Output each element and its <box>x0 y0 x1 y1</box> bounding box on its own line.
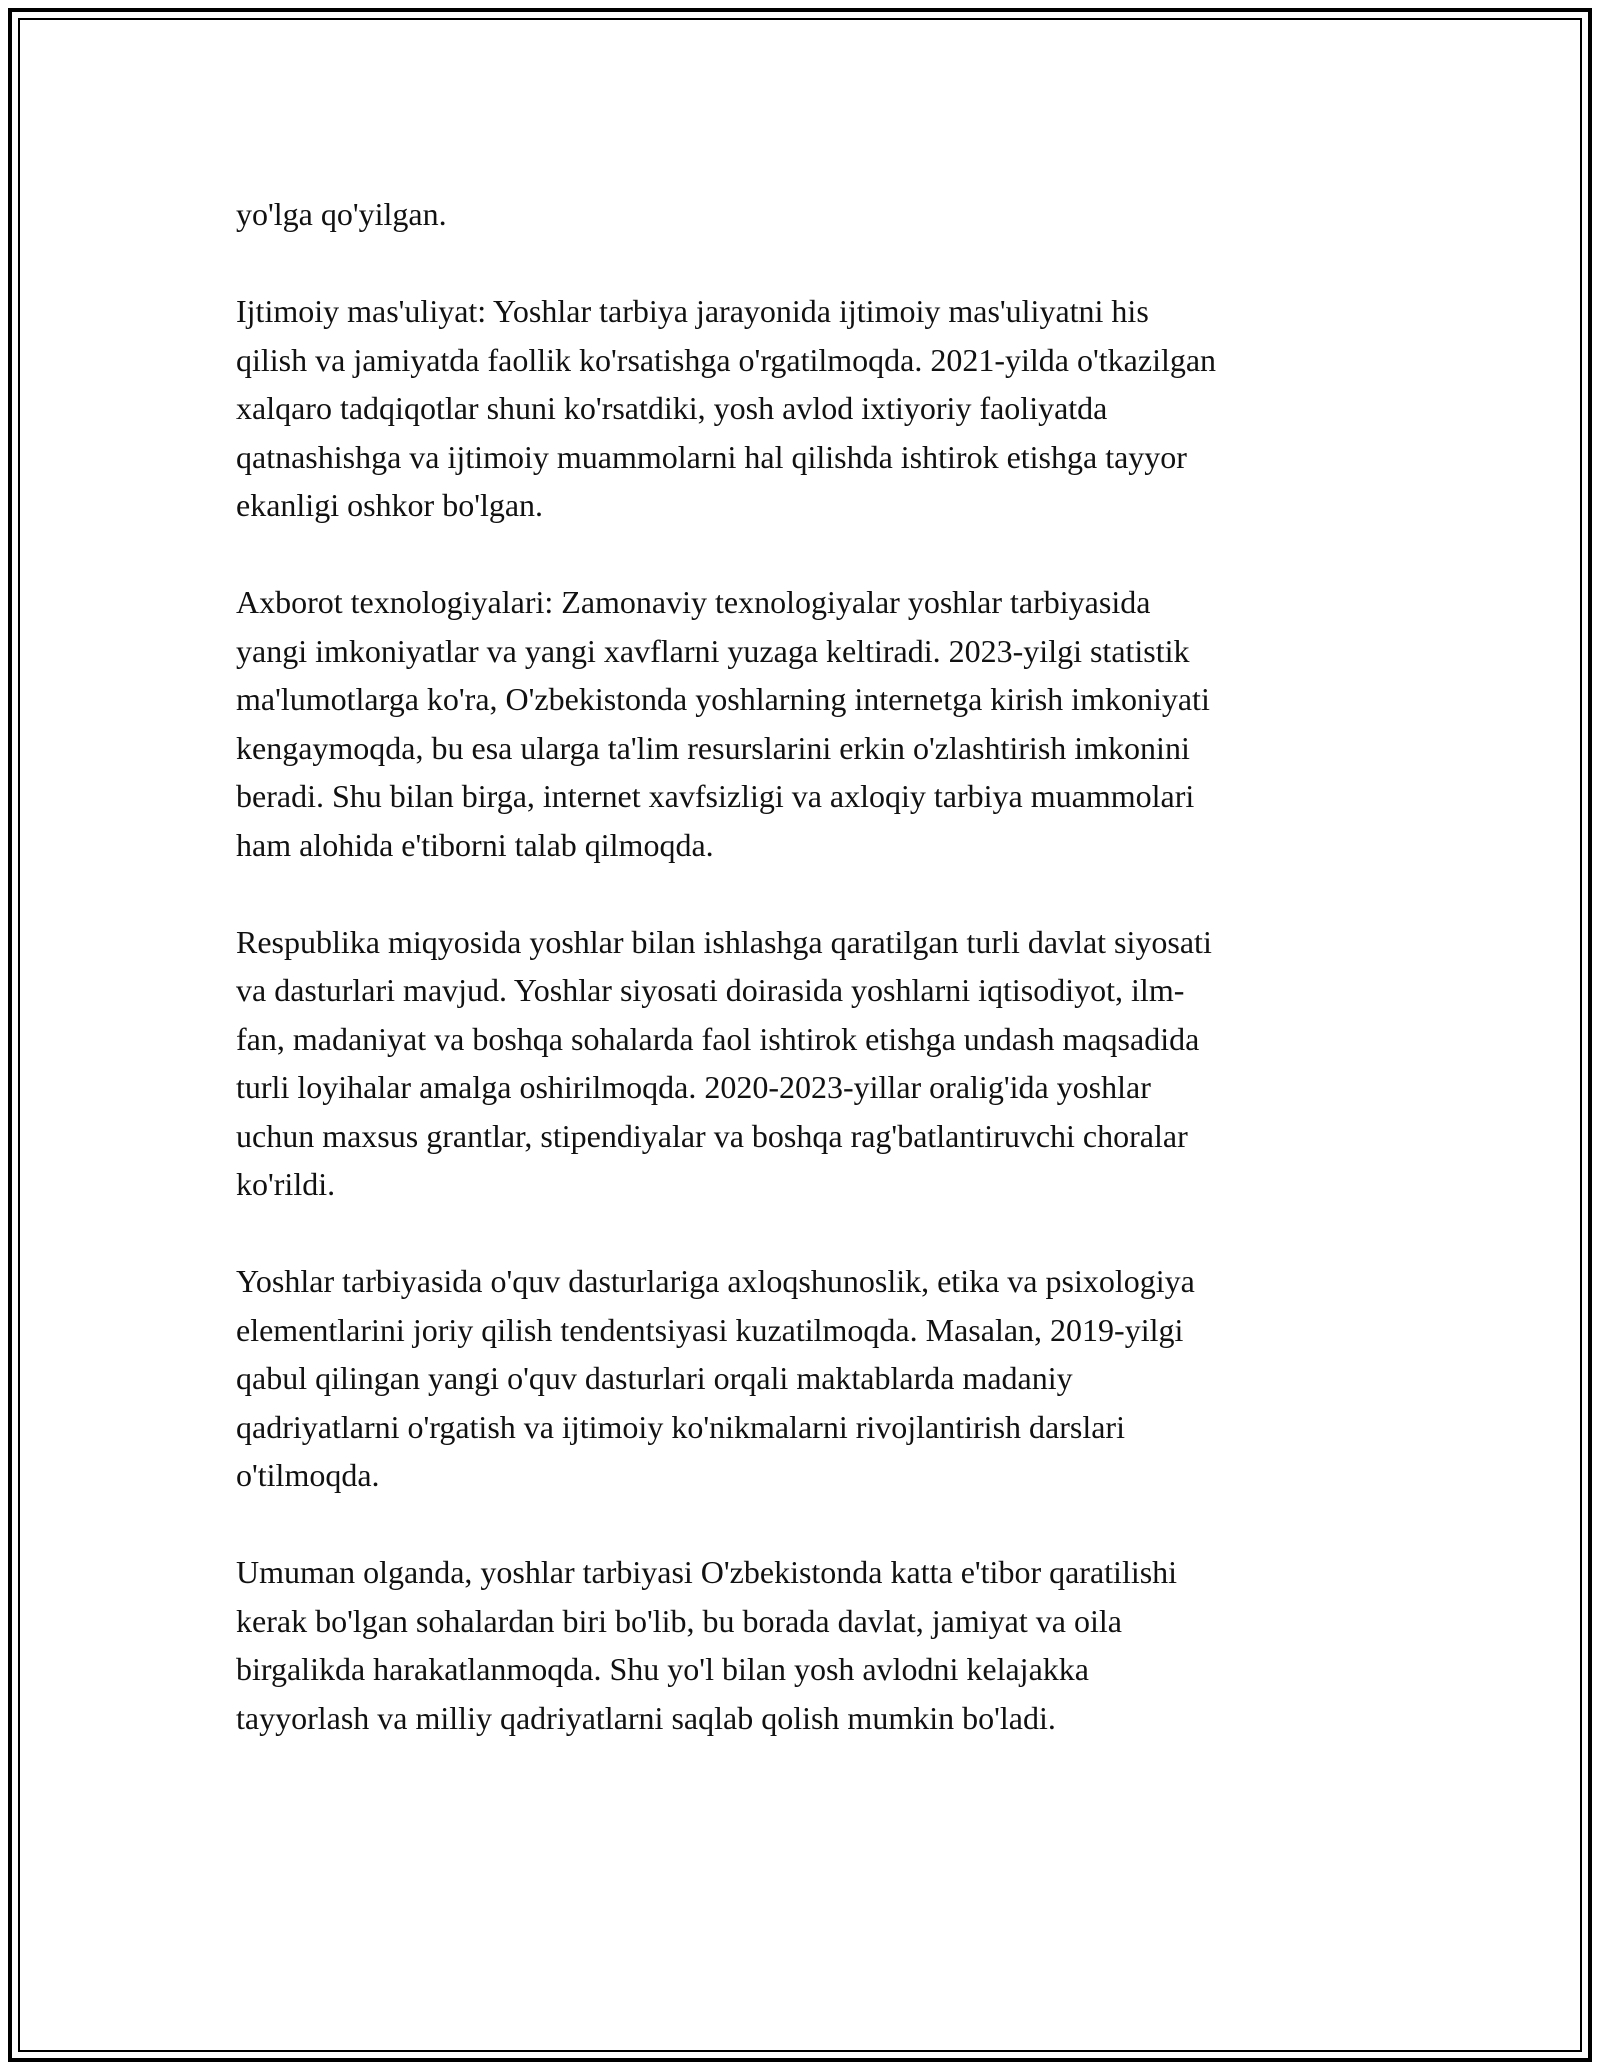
paragraph-conclusion: Umuman olganda, yoshlar tarbiyasi O'zbekistonda katta e'tibor qaratilishi kerak bo'lgan sohalardan biri bo'lib, bu borada davlat, jamiyat va oila birgalikda harakatlanmoqda. Shu yo'l bilan yosh avlodni kelajakka tayyorlash va milliy qadriyatlarni saqlab qolish mumkin bo'ladi. <box>236 1554 1178 1736</box>
paragraph-information-technology: Axborot texnologiyalari: Zamonaviy texnologiyalar yoshlar tarbiyasida yangi imkoniyatlar va yangi xavflarni yuzaga keltiradi. 2023-yilgi statistik ma'lumotlarga ko'ra, O'zbekistonda yoshlarning internetga kirish imkoniyati kengaymoqda, bu esa ularga ta'lim resurslarini erkin o'zlashtirish imkonini beradi. Shu bilan birga, internet xavfsizligi va axloqiy tarbiya muammolari ham alohida e'tiborni talab qilmoqda. <box>236 584 1210 863</box>
paragraph-curriculum: Yoshlar tarbiyasida o'quv dasturlariga axloqshunoslik, etika va psixologiya elementlarini joriy qilish tendentsiyasi kuzatilmoqda. Masalan, 2019-yilgi qabul qilingan yangi o'quv dasturlari orqali maktablarda madaniy qadriyatlarni o'rgatish va ijtimoiy ko'nikmalarni rivojlantirish darslari o'tilmoqda. <box>236 1263 1195 1493</box>
paragraph-continuation: yo'lga qo'yilgan. <box>236 196 447 232</box>
document-body <box>236 190 1366 1791</box>
paragraph-social-responsibility: Ijtimoiy mas'uliyat: Yoshlar tarbiya jarayonida ijtimoiy mas'uliyatni his qilish va jamiyatda faollik ko'rsatishga o'rgatilmoqda. 2021-yilda o'tkazilgan xalqaro tadqiqotlar shuni ko'rsatdiki, yosh avlod ixtiyoriy faoliyatda qatnashishga va ijtimoiy muammolarni hal qilishda ishtirok etishga tayyor ekanligi oshkor bo'lgan. <box>236 293 1217 523</box>
paragraph-state-policy: Respublika miqyosida yoshlar bilan ishlashga qaratilgan turli davlat siyosati va dasturlari mavjud. Yoshlar siyosati doirasida yoshlarni iqtisodiyot, ilm- fan, madaniyat va boshqa sohalarda faol ishtirok etishga undash maqsadida turli loyihalar amalga oshirilmoqda. 2020-2023-yillar oralig'ida yoshlar uchun maxsus grantlar, stipendiyalar va boshqa rag'batlantiruvchi choralar ko'rildi. <box>236 923 1212 1202</box>
